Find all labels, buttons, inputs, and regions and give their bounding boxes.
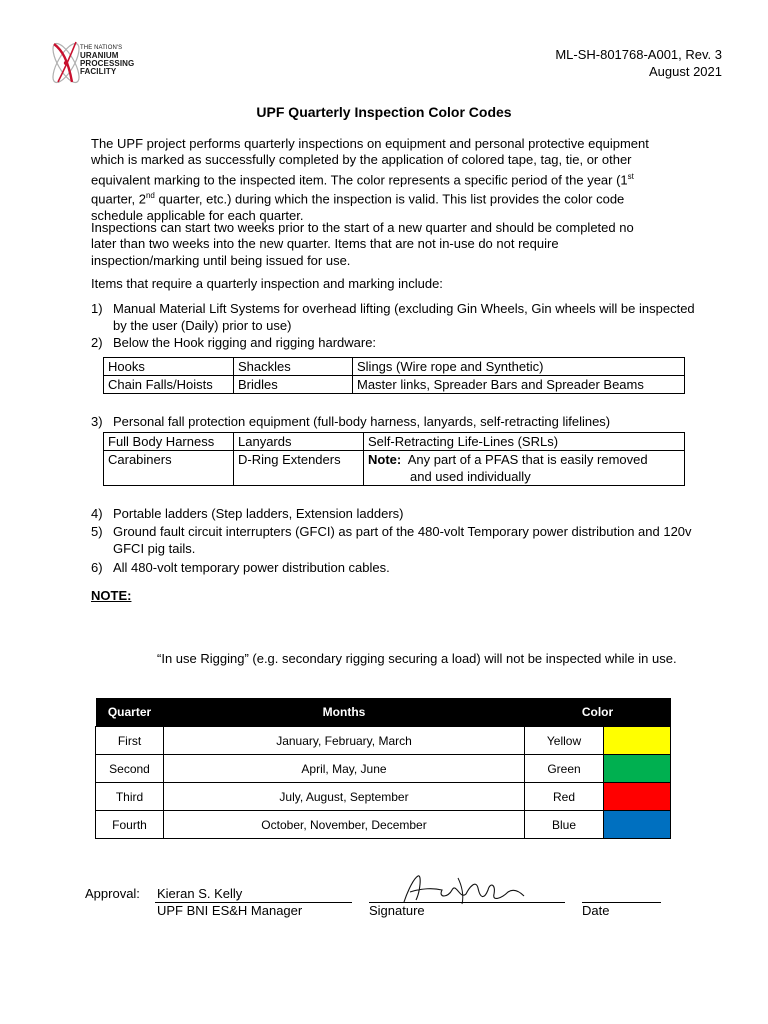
table-cell: Bridles bbox=[234, 376, 353, 394]
color-swatch bbox=[604, 811, 671, 839]
table-cell: Carabiners bbox=[104, 451, 234, 486]
approval-label: Approval: bbox=[85, 886, 140, 901]
logo-line-1: THE NATION'S bbox=[80, 45, 123, 51]
rigging-table bbox=[103, 357, 685, 394]
logo-line-2: URANIUM bbox=[80, 51, 119, 60]
quarter-cell: Second bbox=[96, 755, 164, 783]
list-item-2: 2) Below the Hook rigging and rigging hardware: bbox=[91, 335, 377, 350]
note-heading: NOTE: bbox=[91, 588, 132, 603]
intro-paragraph-1: The UPF project performs quarterly inspections on equipment and personal protective equipment which is marked as successfully completed by the application of colored tape, tag, tie, or other equivalent marking to the inspected item. The color represents a specific period of the year (1st quarter, 2nd quarter, etc.) during which the inspection is valid. This list provides the color code schedule applicable for each quarter. bbox=[91, 136, 649, 223]
table-row bbox=[96, 783, 671, 811]
note-label: Note: bbox=[368, 452, 402, 467]
quarter-color-table bbox=[95, 698, 671, 839]
table-row bbox=[104, 358, 685, 376]
list-item-3: 3) Personal fall protection equipment (full-body harness, lanyards, self-retracting lifelines) bbox=[91, 414, 611, 429]
signature-label: Signature bbox=[369, 903, 425, 918]
document-date: August 2021 bbox=[648, 64, 722, 79]
color-name-cell: Green bbox=[525, 755, 604, 783]
table-row bbox=[96, 727, 671, 755]
list-item-1: 1) Manual Material Lift Systems for overhead lifting (excluding Gin Wheels, Gin wheels will be inspected by the user (Daily) prior to use) bbox=[91, 301, 695, 333]
months-cell: July, August, September bbox=[164, 783, 525, 811]
months-cell: April, May, June bbox=[164, 755, 525, 783]
quarter-cell: Third bbox=[96, 783, 164, 811]
document-number: ML-SH-801768-A001, Rev. 3 bbox=[555, 47, 722, 62]
table-row bbox=[96, 811, 671, 839]
page-title: UPF Quarterly Inspection Color Codes bbox=[256, 104, 512, 120]
document-id bbox=[555, 46, 722, 80]
intro-paragraph-2: Inspections can start two weeks prior to the start of a new quarter and should be completed no later than two weeks into the new quarter. Items that are not in-use do not require inspection/marking until being issued for use. bbox=[91, 220, 634, 268]
table-cell: Master links, Spreader Bars and Spreader Beams bbox=[353, 376, 685, 394]
approver-title: UPF BNI ES&H Manager bbox=[157, 903, 303, 918]
quarter-cell: Fourth bbox=[96, 811, 164, 839]
list-item-5: 5) Ground fault circuit interrupters (GFCI) as part of the 480-volt Temporary power distribution and 120v GFCI pig tails. bbox=[91, 524, 692, 556]
approver-name: Kieran S. Kelly bbox=[157, 886, 243, 901]
table-row bbox=[104, 451, 685, 486]
table-cell: Chain Falls/Hoists bbox=[104, 376, 234, 394]
months-cell: October, November, December bbox=[164, 811, 525, 839]
table-cell: Hooks bbox=[104, 358, 234, 376]
header-quarter: Quarter bbox=[96, 698, 164, 727]
date-label: Date bbox=[582, 903, 610, 918]
color-name-cell: Red bbox=[525, 783, 604, 811]
color-name-cell: Blue bbox=[525, 811, 604, 839]
list-item-4: 4) Portable ladders (Step ladders, Extension ladders) bbox=[91, 506, 404, 521]
color-name-cell: Yellow bbox=[525, 727, 604, 755]
header-months: Months bbox=[164, 698, 525, 727]
table-cell: Lanyards bbox=[234, 433, 364, 451]
fall-protection-table bbox=[103, 432, 685, 486]
quarter-cell: First bbox=[96, 727, 164, 755]
color-swatch bbox=[604, 755, 671, 783]
table-row bbox=[104, 376, 685, 394]
table-cell: Full Body Harness bbox=[104, 433, 234, 451]
table-cell: Slings (Wire rope and Synthetic) bbox=[353, 358, 685, 376]
logo-text bbox=[80, 44, 134, 76]
list-item-6: 6) All 480-volt temporary power distribution cables. bbox=[91, 560, 390, 575]
table-cell: Self-Retracting Life-Lines (SRLs) bbox=[364, 433, 685, 451]
intro-paragraph-3: Items that require a quarterly inspection and marking include: bbox=[91, 276, 443, 291]
months-cell: January, February, March bbox=[164, 727, 525, 755]
logo-line-3: PROCESSING bbox=[80, 59, 135, 68]
table-header-row bbox=[96, 698, 671, 727]
color-swatch bbox=[604, 727, 671, 755]
table-cell-note: Note: Any part of a PFAS that is easily removed and used individually bbox=[364, 451, 685, 486]
table-row bbox=[96, 755, 671, 783]
table-row bbox=[104, 433, 685, 451]
header-color: Color bbox=[525, 698, 671, 727]
table-cell: D-Ring Extenders bbox=[234, 451, 364, 486]
note-body: “In use Rigging” (e.g. secondary rigging securing a load) will not be inspected while in use. bbox=[157, 651, 677, 666]
table-cell: Shackles bbox=[234, 358, 353, 376]
color-swatch bbox=[604, 783, 671, 811]
logo-line-4: FACILITY bbox=[80, 67, 117, 76]
